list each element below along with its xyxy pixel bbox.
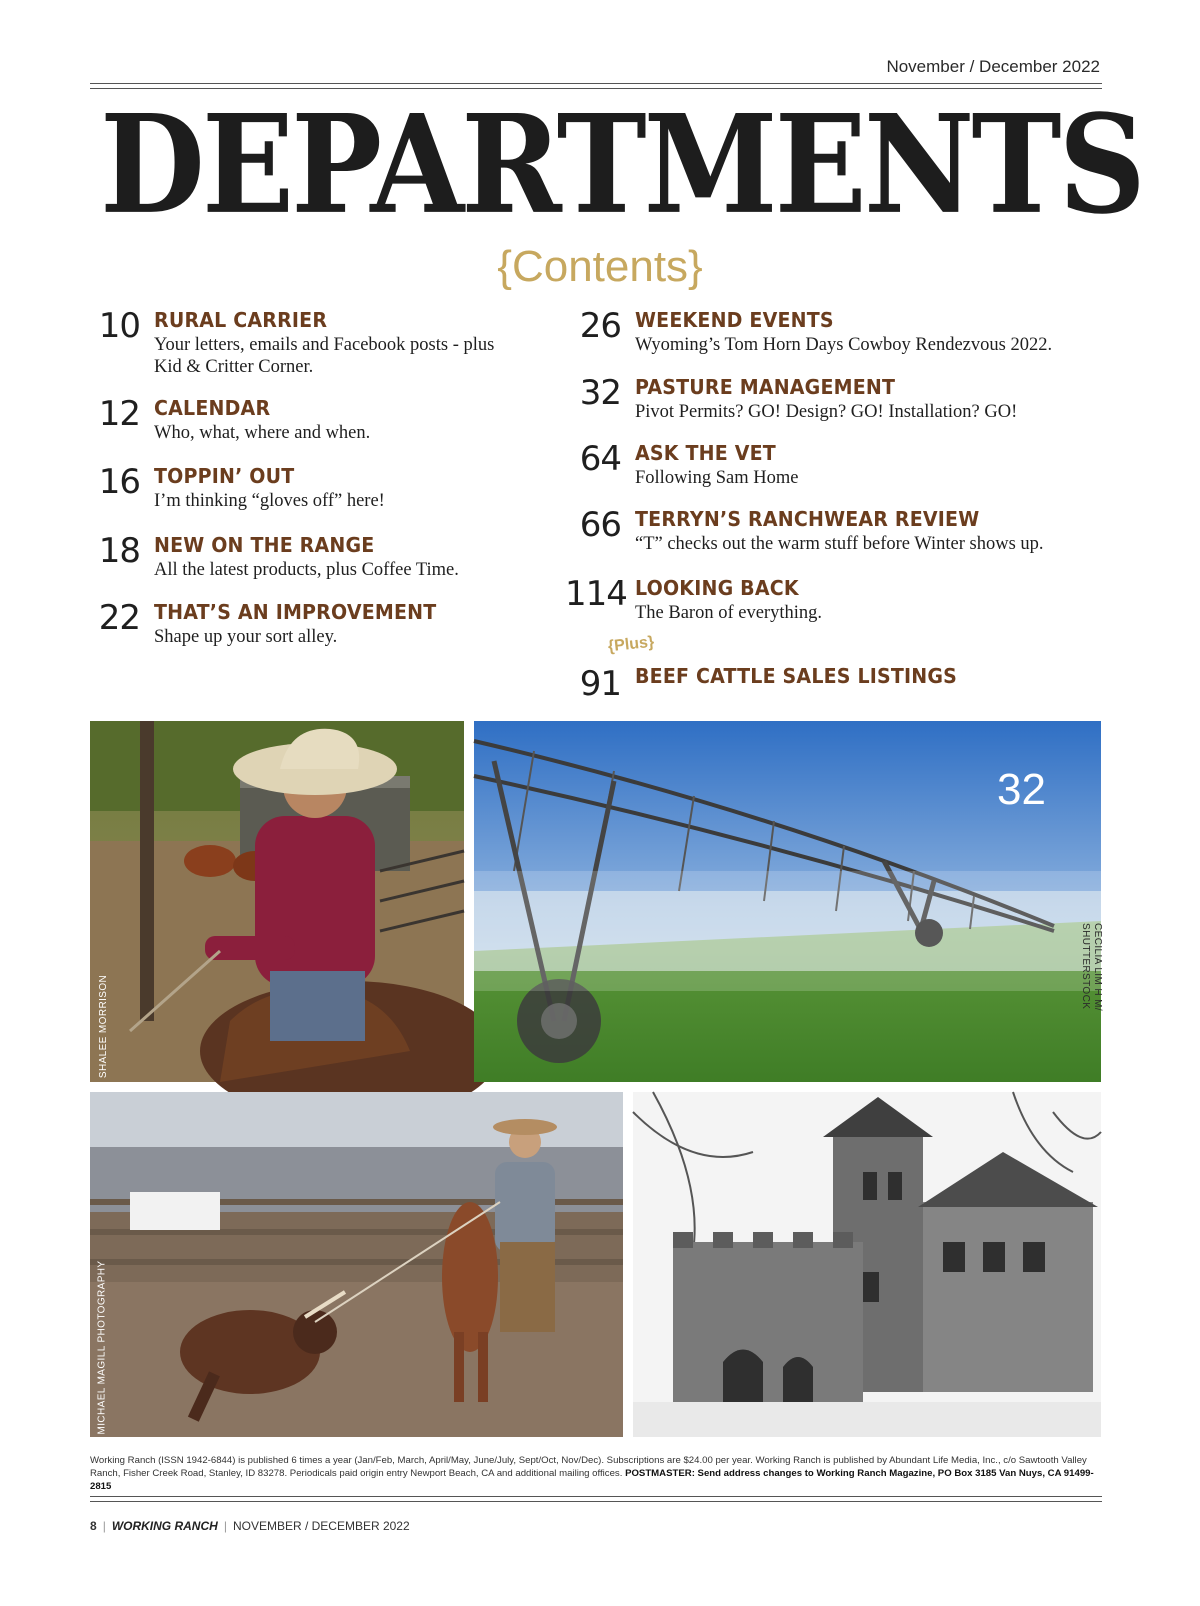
toc-entry-title: WEEKEND EVENTS (635, 308, 834, 332)
toc-entry-title: CALENDAR (154, 396, 271, 420)
toc-page-number: 26 (579, 306, 621, 346)
toc-page-number: 114 (565, 574, 627, 614)
toc-entry-description: “T” checks out the warm stuff before Winter shows up. (635, 534, 1044, 554)
footer-issue: NOVEMBER / DECEMBER 2022 (232, 1519, 410, 1533)
toc-entry-title: NEW ON THE RANGE (154, 533, 375, 557)
footer-rule (90, 1496, 1102, 1502)
toc-entry-description: Your letters, emails and Facebook posts - plus Kid & Critter Corner. (154, 335, 495, 377)
fineprint-text: Working Ranch (ISSN 1942-6844) is published 6 times a year (Jan/Feb, March, April/May, June/July, Sept/Oct, Nov/Dec). Subscriptions are $24.00 per year. Working Ranch is published by Abundant Life Media, Inc., c/o Sawtooth Valley Ranch, Fisher Creek Road, Stanley, ID 83278. Periodicals paid origin entry Newport Beach, CA and additional mailing offices. (90, 1455, 1087, 1479)
photo-credit: CECILIA LIM H M/ SHUTTERSTOCK (1080, 923, 1103, 1012)
toc-entry-description: Wyoming’s Tom Horn Days Cowboy Rendezvous 2022. (635, 335, 1053, 355)
photo-page-ref: 32 (997, 765, 1046, 814)
toc-entry-description: All the latest products, plus Coffee Time. (154, 560, 459, 580)
photo-boy-on-horse (90, 721, 464, 1082)
toc-entry-description: Pivot Permits? GO! Design? GO! Installation? GO! (635, 402, 1018, 422)
toc-entry-description: Shape up your sort alley. (154, 627, 338, 647)
issue-date: November / December 2022 (886, 57, 1100, 76)
toc-page-number: 16 (98, 462, 140, 502)
toc-page-number: 18 (98, 531, 140, 571)
publication-fineprint (90, 1454, 1102, 1493)
photo-credit: MICHAEL MAGILL PHOTOGRAPHY (96, 1260, 108, 1435)
footer-publication: WORKING RANCH (111, 1519, 218, 1533)
toc-entry-title: LOOKING BACK (635, 576, 799, 600)
toc-entry-description: The Baron of everything. (635, 603, 822, 623)
photo-roping-image (90, 1092, 623, 1437)
toc-entry-title: PASTURE MANAGEMENT (635, 375, 896, 399)
toc-page-number: 32 (579, 373, 621, 413)
photo-castle-image (633, 1092, 1101, 1437)
photo-irrigation-pivot (474, 721, 1101, 1082)
toc-page-number: 12 (98, 394, 140, 434)
toc-entry-title: RURAL CARRIER (154, 308, 328, 332)
toc-page-number: 66 (579, 505, 621, 545)
toc-entry-title: TOPPIN’ OUT (154, 464, 295, 488)
toc-page-number: 91 (579, 664, 621, 704)
toc-page-number: 22 (98, 598, 140, 638)
toc-entry-description: Following Sam Home (635, 468, 799, 488)
contents-subtitle: {Contents} (497, 242, 703, 291)
photo-roping (90, 1092, 623, 1437)
postmaster-notice: POSTMASTER: Send address changes to Working Ranch Magazine, PO Box 3185 Van Nuys, CA 91499-2815 (90, 1468, 1094, 1492)
toc-entry-title: ASK THE VET (635, 441, 776, 465)
photo-castle (633, 1092, 1101, 1437)
page-footer (90, 1519, 410, 1533)
toc-entry-description: I’m thinking “gloves off” here! (154, 491, 385, 511)
footer-separator: | (102, 1519, 106, 1533)
footer-separator: | (223, 1519, 227, 1533)
photo-credit: SHALEE MORRISON (98, 974, 110, 1079)
toc-entry-title: THAT’S AN IMPROVEMENT (154, 600, 437, 624)
toc-page-number: 64 (579, 439, 621, 479)
toc-entry-title: TERRYN’S RANCHWEAR REVIEW (635, 507, 980, 531)
footer-page-number: 8 (90, 1519, 97, 1533)
plus-label: {Plus} (607, 633, 655, 656)
photo-boy-on-horse-image (90, 721, 464, 1082)
page-title: DEPARTMENTS (100, 84, 1143, 245)
toc-page-number: 10 (98, 306, 140, 346)
toc-entry-title: BEEF CATTLE SALES LISTINGS (635, 664, 958, 688)
toc-entry-description: Who, what, where and when. (154, 423, 371, 443)
